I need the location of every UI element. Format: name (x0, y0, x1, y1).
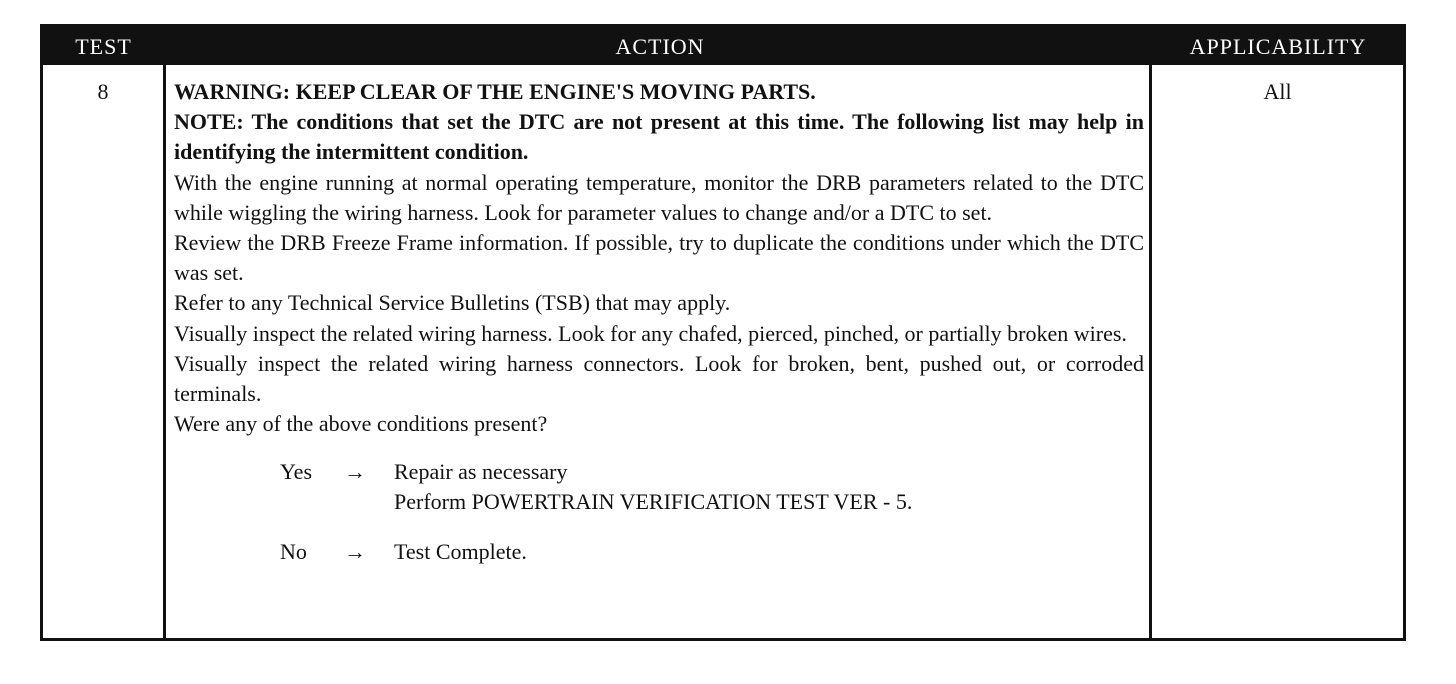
header-applicability: APPLICABILITY (1189, 34, 1367, 59)
yes-result-line-1: Repair as necessary (394, 459, 568, 485)
action-cell (174, 77, 1144, 567)
no-branch (174, 537, 1144, 567)
note-text: NOTE: The conditions that set the DTC are not present at this time. The following list may help in identifying the intermittent condition. (174, 109, 1144, 165)
step-freeze-frame: Review the DRB Freeze Frame information. If possible, try to duplicate the conditions under which the DTC was set. (174, 230, 1144, 286)
yes-branch (174, 457, 1144, 517)
step-inspect-connectors: Visually inspect the related wiring harness connectors. Look for broken, bent, pushed out, or corroded terminals. (174, 350, 1144, 407)
header-action: ACTION (615, 34, 705, 59)
column-divider-applicability (1149, 65, 1152, 641)
header-test: TEST (75, 34, 132, 59)
test-table (40, 24, 1406, 641)
question-text: Were any of the above conditions present? (174, 411, 548, 437)
column-divider-test (163, 65, 166, 641)
step-inspect-harness: Visually inspect the related wiring harness. Look for any chafed, pierced, pinched, or partially broken wires. (174, 320, 1127, 346)
arrow-right-icon: → (344, 459, 366, 485)
arrow-right-icon: → (344, 539, 366, 565)
step-monitor-drb: With the engine running at normal operating temperature, monitor the DRB parameters related to the DTC while wiggling the wiring harness. Look for parameter values to change and/or a DTC to set. (174, 169, 1144, 225)
yes-result-line-2: Perform POWERTRAIN VERIFICATION TEST VER - 5. (394, 489, 913, 515)
warning-text: WARNING: KEEP CLEAR OF THE ENGINE'S MOVING PARTS. (174, 79, 816, 104)
step-tsb: Refer to any Technical Service Bulletins (TSB) that may apply. (174, 290, 731, 316)
yes-label: Yes (280, 459, 313, 485)
no-result (394, 537, 1134, 567)
no-label: No (280, 539, 307, 565)
yes-result (394, 457, 1134, 517)
no-result-line-1: Test Complete. (394, 539, 527, 565)
test-number: 8 (97, 79, 109, 104)
applicability-value: All (1263, 79, 1292, 104)
table-header (43, 27, 1403, 65)
